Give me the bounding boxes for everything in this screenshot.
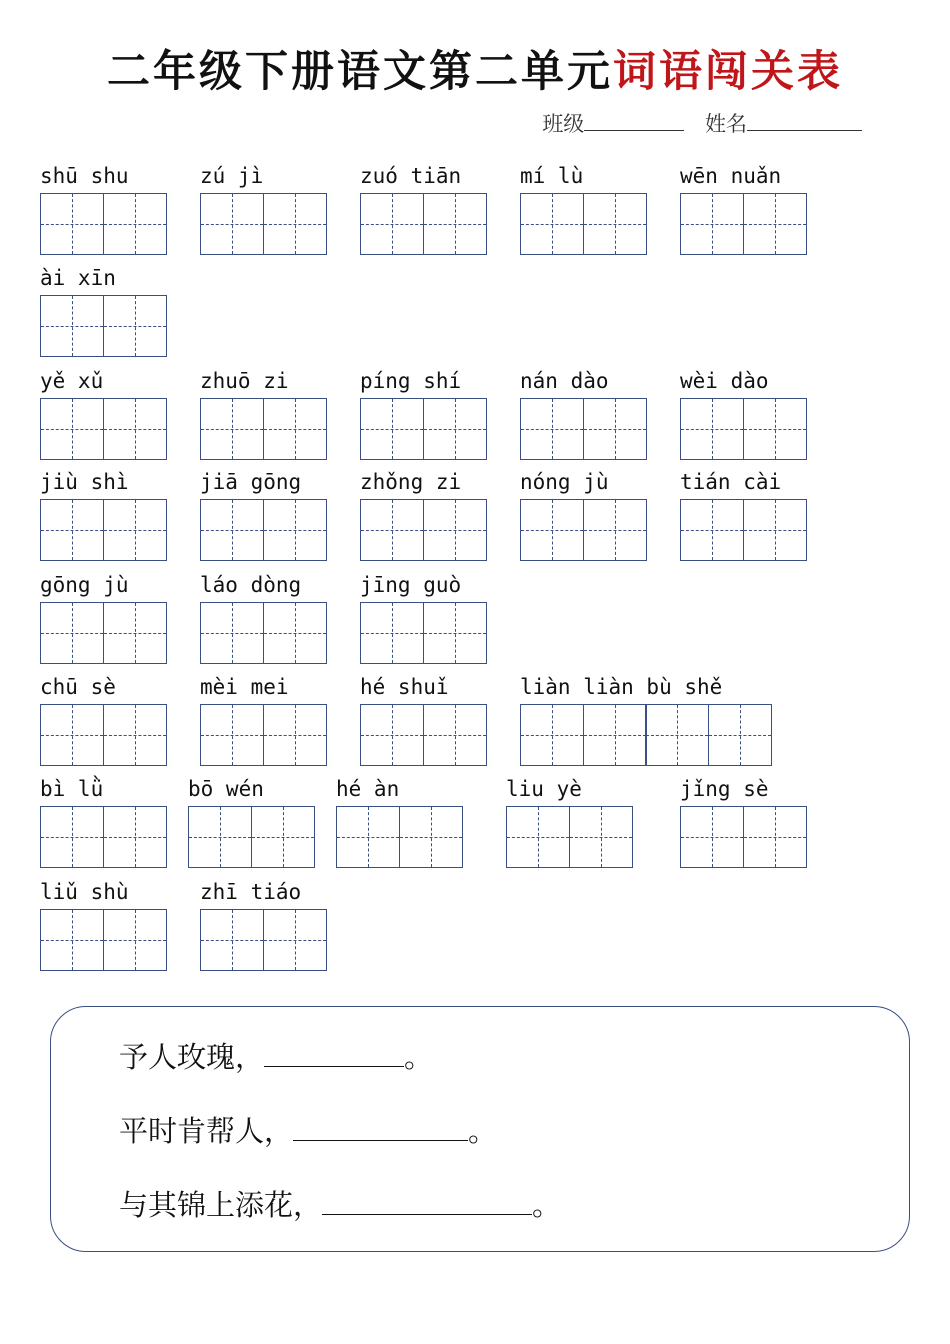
pinyin-label: chū sè [40, 675, 116, 699]
character-box[interactable] [40, 704, 104, 766]
pinyin-label: tián cài [680, 470, 782, 494]
character-box[interactable] [40, 499, 104, 561]
tianzige-boxes [40, 295, 167, 357]
class-label: 班级 [542, 112, 585, 136]
pinyin-label: bì lǜ [40, 777, 104, 801]
tianzige-boxes [360, 704, 487, 766]
word-item [520, 675, 772, 766]
word-item [520, 470, 647, 561]
tianzige-boxes [40, 909, 167, 971]
word-item [360, 470, 487, 561]
name-label: 姓名 [705, 112, 747, 136]
pinyin-label: wèi dào [680, 369, 769, 393]
word-item [360, 573, 487, 664]
tianzige-boxes [360, 193, 487, 255]
word-item [200, 573, 327, 664]
pinyin-label: bō wén [188, 777, 264, 801]
character-box[interactable] [506, 806, 570, 868]
word-item [40, 266, 167, 357]
tianzige-boxes [680, 193, 807, 255]
word-item [360, 164, 487, 255]
character-box[interactable] [103, 602, 167, 664]
pinyin-label: zuó tiān [360, 164, 462, 188]
character-box[interactable] [263, 909, 327, 971]
character-box[interactable] [423, 704, 487, 766]
word-item [200, 880, 327, 971]
character-box[interactable] [40, 909, 104, 971]
tianzige-boxes [520, 193, 647, 255]
tianzige-boxes [360, 398, 487, 460]
character-box[interactable] [423, 499, 487, 561]
word-item [360, 369, 487, 460]
tianzige-boxes [506, 806, 633, 868]
tianzige-boxes [40, 499, 167, 561]
tianzige-boxes [360, 499, 487, 561]
tianzige-boxes [40, 602, 167, 664]
character-box[interactable] [708, 704, 772, 766]
character-box[interactable] [360, 602, 424, 664]
character-box[interactable] [200, 909, 264, 971]
word-item [520, 164, 647, 255]
character-box[interactable] [645, 704, 709, 766]
character-box[interactable] [360, 193, 424, 255]
tianzige-boxes [680, 398, 807, 460]
word-item [520, 369, 647, 460]
character-box[interactable] [103, 398, 167, 460]
character-box[interactable] [103, 499, 167, 561]
character-box[interactable] [40, 398, 104, 460]
character-box[interactable] [200, 499, 264, 561]
character-box[interactable] [743, 806, 807, 868]
character-box[interactable] [680, 398, 744, 460]
pinyin-label: mí lù [520, 164, 584, 188]
title-highlight: 词语闯关表 [613, 47, 843, 97]
sentence-end: 。 [468, 1114, 498, 1148]
page-title [0, 44, 950, 100]
character-box[interactable] [520, 193, 584, 255]
word-item [336, 777, 463, 868]
pinyin-label: jīng guò [360, 573, 462, 597]
tianzige-boxes [360, 602, 487, 664]
pinyin-label: yě xǔ [40, 369, 104, 393]
character-box[interactable] [583, 499, 647, 561]
character-box[interactable] [583, 704, 647, 766]
character-box[interactable] [360, 398, 424, 460]
character-box[interactable] [680, 499, 744, 561]
sentence-end: 。 [404, 1040, 434, 1074]
character-box[interactable] [40, 295, 104, 357]
character-box[interactable] [360, 704, 424, 766]
word-item [680, 470, 807, 561]
tianzige-boxes [520, 499, 647, 561]
word-item [680, 369, 807, 460]
character-box[interactable] [743, 193, 807, 255]
sentence-line [119, 1109, 497, 1150]
word-item [40, 470, 167, 561]
pinyin-label: wēn nuǎn [680, 164, 782, 188]
character-box[interactable] [336, 806, 400, 868]
tianzige-boxes [188, 806, 315, 868]
tianzige-boxes [200, 193, 327, 255]
sentence-text: 与其锦上添花， [119, 1188, 323, 1222]
character-box[interactable] [360, 499, 424, 561]
student-info [542, 108, 862, 138]
pinyin-label: mèi mei [200, 675, 289, 699]
pinyin-label: hé àn [336, 777, 400, 801]
answer-blank[interactable] [322, 1188, 532, 1215]
character-box[interactable] [423, 398, 487, 460]
tianzige-boxes [520, 704, 772, 766]
pinyin-label: zhǒng zi [360, 470, 462, 494]
word-item [200, 470, 327, 561]
sentence-end: 。 [532, 1188, 562, 1222]
sentence-line [119, 1183, 561, 1224]
character-box[interactable] [200, 704, 264, 766]
name-blank[interactable] [747, 110, 862, 131]
word-item [200, 675, 327, 766]
word-item [40, 880, 167, 971]
pinyin-label: liàn liàn bù shě [520, 675, 723, 699]
character-box[interactable] [680, 806, 744, 868]
character-box[interactable] [200, 602, 264, 664]
tianzige-boxes [680, 499, 807, 561]
word-item [40, 573, 167, 664]
word-item [188, 777, 315, 868]
tianzige-boxes [336, 806, 463, 868]
title-main: 二年级下册语文第二单元 [107, 47, 613, 97]
character-box[interactable] [743, 398, 807, 460]
pinyin-label: zú jì [200, 164, 264, 188]
pinyin-label: jiù shì [40, 470, 129, 494]
pinyin-label: liǔ shù [40, 880, 129, 904]
tianzige-boxes [680, 806, 807, 868]
character-box[interactable] [263, 499, 327, 561]
tianzige-boxes [200, 909, 327, 971]
character-box[interactable] [520, 704, 584, 766]
character-box[interactable] [263, 398, 327, 460]
character-box[interactable] [103, 909, 167, 971]
tianzige-boxes [520, 398, 647, 460]
tianzige-boxes [200, 602, 327, 664]
character-box[interactable] [569, 806, 633, 868]
answer-blank[interactable] [293, 1114, 468, 1141]
pinyin-label: nán dào [520, 369, 609, 393]
character-box[interactable] [40, 602, 104, 664]
character-box[interactable] [423, 193, 487, 255]
pinyin-label: jiā gōng [200, 470, 302, 494]
pinyin-label: gōng jù [40, 573, 129, 597]
pinyin-label: píng shí [360, 369, 462, 393]
character-box[interactable] [103, 704, 167, 766]
sentence-text: 平时肯帮人， [119, 1114, 294, 1148]
pinyin-label: zhuō zi [200, 369, 289, 393]
word-item [40, 777, 167, 868]
tianzige-boxes [40, 398, 167, 460]
character-box[interactable] [583, 193, 647, 255]
character-box[interactable] [103, 295, 167, 357]
tianzige-boxes [200, 499, 327, 561]
pinyin-label: shū shu [40, 164, 129, 188]
character-box[interactable] [520, 499, 584, 561]
sentence-panel [50, 1006, 910, 1252]
character-box[interactable] [399, 806, 463, 868]
word-item [680, 777, 807, 868]
pinyin-label: liu yè [506, 777, 582, 801]
class-blank[interactable] [584, 110, 684, 131]
character-box[interactable] [263, 193, 327, 255]
character-box[interactable] [263, 602, 327, 664]
tianzige-boxes [200, 398, 327, 460]
character-box[interactable] [423, 602, 487, 664]
pinyin-label: láo dòng [200, 573, 302, 597]
sentence-line [119, 1035, 433, 1076]
character-box[interactable] [103, 193, 167, 255]
pinyin-label: zhī tiáo [200, 880, 302, 904]
character-box[interactable] [200, 193, 264, 255]
word-item [40, 369, 167, 460]
word-item [40, 675, 167, 766]
sentence-text: 予人玫瑰， [119, 1040, 265, 1074]
tianzige-boxes [40, 704, 167, 766]
character-box[interactable] [680, 193, 744, 255]
pinyin-label: jǐng sè [680, 777, 769, 801]
character-box[interactable] [263, 704, 327, 766]
tianzige-boxes [200, 704, 327, 766]
word-item [200, 369, 327, 460]
tianzige-boxes [40, 806, 167, 868]
character-box[interactable] [520, 398, 584, 460]
character-box[interactable] [743, 499, 807, 561]
character-box[interactable] [251, 806, 315, 868]
word-item [360, 675, 487, 766]
word-item [40, 164, 167, 255]
word-item [200, 164, 327, 255]
pinyin-label: nóng jù [520, 470, 609, 494]
pinyin-label: hé shuǐ [360, 675, 449, 699]
pinyin-label: ài xīn [40, 266, 116, 290]
word-item [506, 777, 633, 868]
character-box[interactable] [188, 806, 252, 868]
character-box[interactable] [40, 193, 104, 255]
word-item [680, 164, 807, 255]
character-box[interactable] [103, 806, 167, 868]
character-box[interactable] [200, 398, 264, 460]
character-box[interactable] [40, 806, 104, 868]
answer-blank[interactable] [264, 1040, 404, 1067]
character-box[interactable] [583, 398, 647, 460]
tianzige-boxes [40, 193, 167, 255]
